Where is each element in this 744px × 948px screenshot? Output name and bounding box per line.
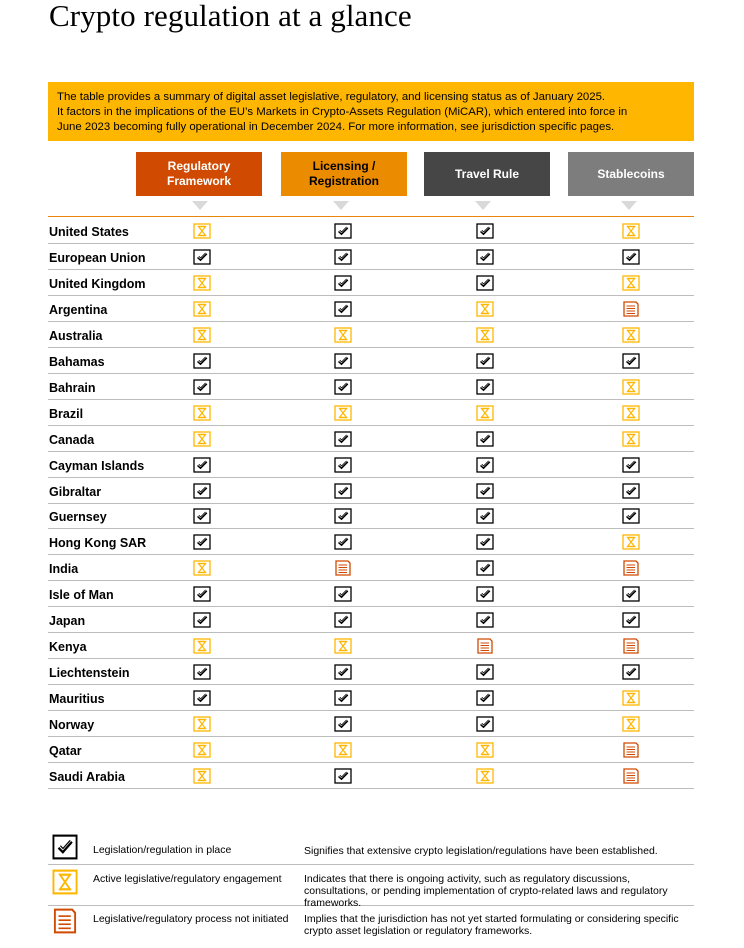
check-box-icon — [476, 431, 494, 447]
table-row — [48, 529, 694, 555]
table-row — [48, 659, 694, 685]
column-header — [568, 152, 694, 196]
document-icon — [622, 742, 640, 758]
table-row — [48, 374, 694, 400]
column-pointer-icon — [333, 201, 349, 210]
document-icon — [334, 560, 352, 576]
check-box-icon — [622, 508, 640, 524]
check-box-icon — [334, 275, 352, 291]
check-box-icon — [193, 379, 211, 395]
table-row — [48, 555, 694, 581]
jurisdiction-label: European Union — [49, 250, 146, 265]
column-pointer-icon — [475, 201, 491, 210]
intro-line: June 2023 becoming fully operational in December 2024. For more information, see jurisdiction specific pages. — [57, 121, 615, 133]
table-row — [48, 218, 694, 244]
table-row — [48, 296, 694, 322]
column-header-label: Regulatory Framework — [166, 159, 232, 188]
check-box-icon — [476, 223, 494, 239]
hourglass-icon — [622, 405, 640, 421]
check-box-icon — [476, 275, 494, 291]
jurisdiction-label: Gibraltar — [49, 484, 102, 499]
check-box-icon — [476, 534, 494, 550]
column-pointer-icon — [192, 201, 208, 210]
check-box-icon — [193, 586, 211, 602]
hourglass-icon — [193, 223, 211, 239]
check-box-icon — [334, 457, 352, 473]
column-header — [136, 152, 262, 196]
check-box-icon — [334, 664, 352, 680]
document-icon — [622, 301, 640, 317]
jurisdiction-label: United States — [49, 225, 129, 239]
check-box-icon — [476, 716, 494, 732]
legend-label: Active legislative/regulatory engagement — [93, 873, 282, 885]
legend-description: Indicates that there is ongoing activity, such as regulatory discussions, consultations, or pending implementation of crypto-related laws and regulatory frameworks. — [304, 873, 668, 909]
jurisdiction-label: Qatar — [49, 744, 82, 758]
jurisdiction-label: Saudi Arabia — [49, 769, 125, 784]
document-icon — [622, 638, 640, 654]
legend-description: Implies that the jurisdiction has not yet started formulating or considering specific crypto asset legislation or regulatory frameworks. — [304, 913, 679, 937]
hourglass-icon — [622, 690, 640, 706]
hourglass-icon — [334, 405, 352, 421]
hourglass-icon — [193, 301, 211, 317]
check-box-icon — [476, 690, 494, 706]
hourglass-icon — [476, 405, 494, 421]
check-box-icon — [334, 379, 352, 395]
jurisdiction-label: Mauritius — [49, 692, 105, 707]
column-header-label: Licensing / Registration — [308, 159, 379, 188]
check-box-icon — [476, 612, 494, 628]
jurisdiction-label: Guernsey — [49, 510, 107, 525]
document-icon — [476, 638, 494, 654]
hourglass-icon — [193, 431, 211, 447]
table-row — [48, 633, 694, 659]
table-row — [48, 400, 694, 426]
document-icon — [622, 768, 640, 784]
hourglass-icon — [476, 768, 494, 784]
check-box-icon — [193, 457, 211, 473]
hourglass-icon — [476, 327, 494, 343]
table-row — [48, 478, 694, 504]
table-row — [48, 711, 694, 737]
hourglass-icon — [622, 379, 640, 395]
hourglass-icon — [622, 327, 640, 343]
check-box-icon — [476, 483, 494, 499]
column-header-label: Travel Rule — [454, 166, 520, 181]
check-box-icon — [622, 664, 640, 680]
hourglass-icon — [622, 716, 640, 732]
check-box-icon — [193, 534, 211, 550]
check-box-icon — [334, 249, 352, 265]
jurisdiction-label: Australia — [49, 328, 103, 343]
legend-label: Legislative/regulatory process not initiated — [93, 913, 289, 925]
check-box-icon — [476, 353, 494, 369]
jurisdiction-label: Japan — [49, 614, 86, 629]
check-box-icon — [334, 534, 352, 550]
hourglass-icon — [476, 742, 494, 758]
check-box-icon — [476, 379, 494, 395]
hourglass-icon — [476, 301, 494, 317]
hourglass-icon — [193, 327, 211, 343]
check-box-icon — [334, 353, 352, 369]
intro-line: The table provides a summary of digital asset legislative, regulatory, and licensing status as of January 2025. — [57, 91, 606, 103]
table-row — [48, 685, 694, 711]
check-box-icon — [334, 431, 352, 447]
check-box-icon — [334, 768, 352, 784]
check-box-icon — [334, 716, 352, 732]
jurisdiction-label: Kenya — [49, 640, 87, 655]
jurisdiction-label: Isle of Man — [49, 588, 114, 603]
jurisdiction-label: India — [49, 562, 79, 577]
jurisdiction-label: United Kingdom — [49, 276, 146, 291]
table-row — [48, 607, 694, 633]
legend-label: Legislation/regulation in place — [93, 844, 232, 856]
jurisdiction-label: Brazil — [49, 406, 84, 421]
check-box-icon — [193, 664, 211, 680]
check-box-icon — [622, 586, 640, 602]
check-box-icon — [193, 508, 211, 524]
check-box-icon — [334, 508, 352, 524]
check-box-icon — [334, 483, 352, 499]
check-box-icon — [476, 508, 494, 524]
hourglass-icon — [622, 431, 640, 447]
document-icon — [622, 560, 640, 576]
page-title: Crypto regulation at a glance — [49, 0, 412, 33]
check-box-icon — [334, 612, 352, 628]
column-pointer-icon — [621, 201, 637, 210]
hourglass-icon — [193, 638, 211, 654]
column-header — [424, 152, 550, 196]
check-box-icon — [476, 664, 494, 680]
hourglass-icon — [52, 869, 78, 895]
check-box-icon — [193, 353, 211, 369]
hourglass-icon — [193, 275, 211, 291]
legend-row — [48, 866, 694, 909]
jurisdiction-label: Liechtenstein — [49, 666, 130, 681]
jurisdiction-label: Canada — [49, 432, 95, 447]
hourglass-icon — [334, 742, 352, 758]
hourglass-icon — [334, 638, 352, 654]
hourglass-icon — [334, 327, 352, 343]
legend-row — [48, 906, 694, 942]
hourglass-icon — [193, 742, 211, 758]
check-box-icon — [193, 690, 211, 706]
check-box-icon — [193, 612, 211, 628]
table-row — [48, 763, 694, 789]
hourglass-icon — [622, 275, 640, 291]
check-box-icon — [334, 690, 352, 706]
table-row — [48, 581, 694, 607]
table-row — [48, 503, 694, 529]
check-box-icon — [476, 249, 494, 265]
table-row — [48, 322, 694, 348]
check-box-icon — [334, 223, 352, 239]
check-box-icon — [622, 612, 640, 628]
legend-row — [48, 834, 694, 865]
hourglass-icon — [193, 768, 211, 784]
legend-description: Signifies that extensive crypto legislation/regulations have been established. — [304, 845, 658, 857]
check-box-icon — [622, 353, 640, 369]
intro-line: It factors in the implications of the EU’s Markets in Crypto-Assets Regulation (MiCAR), which entered into force in — [57, 106, 628, 118]
jurisdiction-label: Norway — [49, 718, 95, 733]
check-box-icon — [476, 560, 494, 576]
check-box-icon — [476, 586, 494, 602]
hourglass-icon — [193, 405, 211, 421]
jurisdiction-label: Bahrain — [49, 380, 96, 395]
jurisdiction-label: Argentina — [49, 302, 108, 317]
check-box-icon — [334, 301, 352, 317]
check-box-icon — [622, 483, 640, 499]
table-row — [48, 270, 694, 296]
table-top-rule — [48, 216, 694, 217]
jurisdiction-label: Bahamas — [49, 354, 105, 369]
check-box-icon — [622, 457, 640, 473]
table-row — [48, 426, 694, 452]
hourglass-icon — [622, 223, 640, 239]
check-box-icon — [52, 834, 78, 860]
table-row — [48, 244, 694, 270]
check-box-icon — [334, 586, 352, 602]
check-box-icon — [476, 457, 494, 473]
jurisdiction-label: Hong Kong SAR — [49, 536, 147, 551]
jurisdiction-label: Cayman Islands — [49, 458, 145, 473]
intro-banner — [48, 82, 694, 141]
document-icon — [52, 908, 78, 934]
hourglass-icon — [193, 716, 211, 732]
check-box-icon — [193, 249, 211, 265]
check-box-icon — [193, 483, 211, 499]
table-row — [48, 452, 694, 478]
hourglass-icon — [622, 534, 640, 550]
column-header-label: Stablecoins — [597, 166, 665, 181]
column-header — [281, 152, 407, 196]
table-row — [48, 348, 694, 374]
table-row — [48, 737, 694, 763]
check-box-icon — [622, 249, 640, 265]
hourglass-icon — [193, 560, 211, 576]
